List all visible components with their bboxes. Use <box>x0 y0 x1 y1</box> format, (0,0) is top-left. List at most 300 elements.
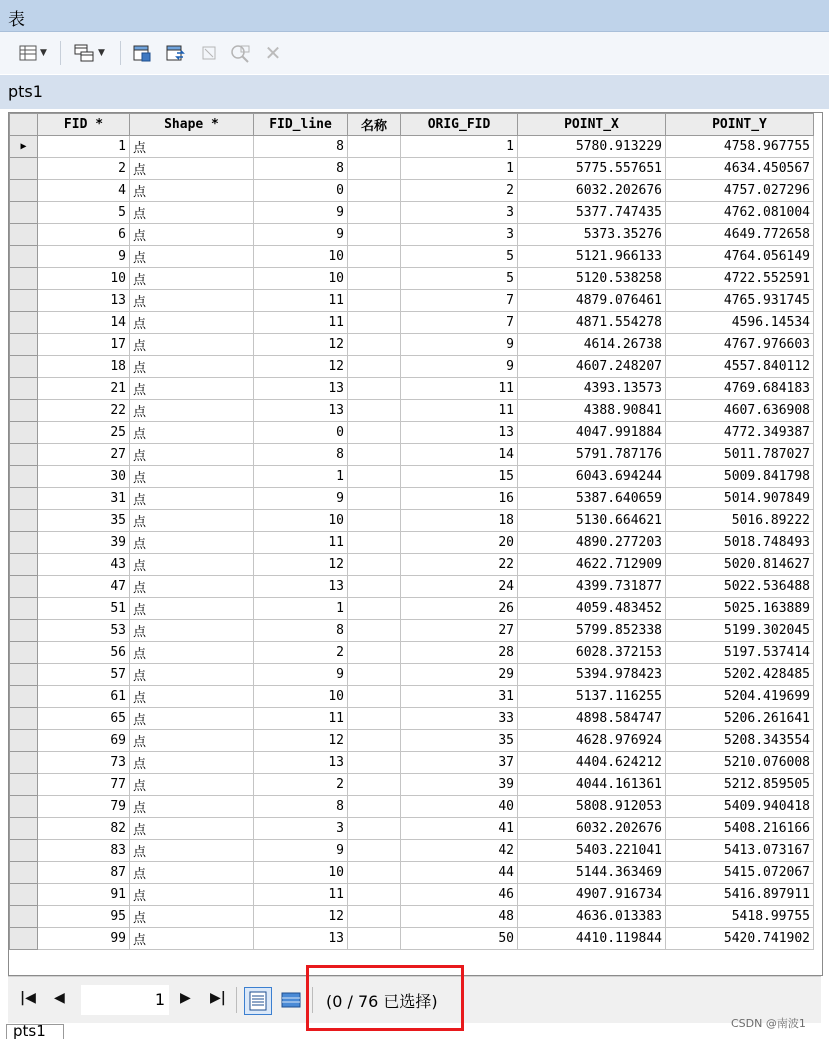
delete-selected-button[interactable] <box>262 41 284 65</box>
cell-orig-fid[interactable]: 14 <box>401 444 518 466</box>
row-selector[interactable] <box>10 158 38 180</box>
cell-name[interactable] <box>348 466 401 488</box>
cell-name[interactable] <box>348 906 401 928</box>
cell-fid[interactable]: 18 <box>38 356 130 378</box>
row-selector[interactable] <box>10 664 38 686</box>
column-header-fid-line[interactable]: FID_line <box>254 114 348 136</box>
cell-point-x[interactable]: 6028.372153 <box>518 642 666 664</box>
cell-fid[interactable]: 13 <box>38 290 130 312</box>
related-tables-button[interactable] <box>68 41 110 65</box>
cell-point-x[interactable]: 4871.554278 <box>518 312 666 334</box>
cell-fid-line[interactable]: 9 <box>254 840 348 862</box>
cell-orig-fid[interactable]: 3 <box>401 202 518 224</box>
cell-point-y[interactable]: 5206.261641 <box>666 708 814 730</box>
cell-fid-line[interactable]: 13 <box>254 400 348 422</box>
cell-point-y[interactable]: 5420.741902 <box>666 928 814 950</box>
cell-fid-line[interactable]: 11 <box>254 532 348 554</box>
cell-fid[interactable]: 21 <box>38 378 130 400</box>
table-row[interactable] <box>10 576 814 598</box>
cell-fid-line[interactable]: 13 <box>254 752 348 774</box>
cell-fid-line[interactable]: 10 <box>254 686 348 708</box>
cell-shape[interactable]: 点 <box>130 796 254 818</box>
table-options-button[interactable] <box>14 41 52 65</box>
cell-point-y[interactable]: 4772.349387 <box>666 422 814 444</box>
cell-shape[interactable]: 点 <box>130 708 254 730</box>
cell-point-x[interactable]: 5387.640659 <box>518 488 666 510</box>
bottom-layer-tab[interactable] <box>6 1024 64 1039</box>
cell-orig-fid[interactable]: 44 <box>401 862 518 884</box>
table-row[interactable] <box>10 774 814 796</box>
cell-name[interactable] <box>348 642 401 664</box>
cell-fid-line[interactable]: 11 <box>254 884 348 906</box>
cell-point-x[interactable]: 4607.248207 <box>518 356 666 378</box>
cell-orig-fid[interactable]: 3 <box>401 224 518 246</box>
row-selector[interactable] <box>10 884 38 906</box>
cell-point-y[interactable]: 5415.072067 <box>666 862 814 884</box>
cell-point-x[interactable]: 4907.916734 <box>518 884 666 906</box>
cell-name[interactable] <box>348 136 401 158</box>
cell-fid-line[interactable]: 9 <box>254 202 348 224</box>
cell-fid[interactable]: 79 <box>38 796 130 818</box>
cell-point-y[interactable]: 5210.076008 <box>666 752 814 774</box>
cell-fid-line[interactable]: 13 <box>254 576 348 598</box>
cell-fid-line[interactable]: 11 <box>254 708 348 730</box>
table-row[interactable] <box>10 818 814 840</box>
row-selector[interactable] <box>10 268 38 290</box>
row-selector[interactable] <box>10 444 38 466</box>
cell-orig-fid[interactable]: 50 <box>401 928 518 950</box>
cell-name[interactable] <box>348 620 401 642</box>
cell-point-x[interactable]: 4410.119844 <box>518 928 666 950</box>
cell-shape[interactable]: 点 <box>130 444 254 466</box>
cell-fid[interactable]: 14 <box>38 312 130 334</box>
cell-point-y[interactable]: 4722.552591 <box>666 268 814 290</box>
cell-orig-fid[interactable]: 40 <box>401 796 518 818</box>
cell-fid[interactable]: 9 <box>38 246 130 268</box>
row-selector[interactable] <box>10 510 38 532</box>
cell-fid[interactable]: 77 <box>38 774 130 796</box>
cell-name[interactable] <box>348 752 401 774</box>
cell-orig-fid[interactable]: 28 <box>401 642 518 664</box>
cell-name[interactable] <box>348 532 401 554</box>
cell-shape[interactable]: 点 <box>130 422 254 444</box>
cell-point-y[interactable]: 5199.302045 <box>666 620 814 642</box>
row-selector[interactable] <box>10 818 38 840</box>
cell-name[interactable] <box>348 840 401 862</box>
row-selector[interactable] <box>10 224 38 246</box>
cell-fid[interactable]: 51 <box>38 598 130 620</box>
cell-orig-fid[interactable]: 39 <box>401 774 518 796</box>
cell-point-x[interactable]: 5377.747435 <box>518 202 666 224</box>
cell-fid[interactable]: 27 <box>38 444 130 466</box>
table-row[interactable] <box>10 268 814 290</box>
table-row[interactable] <box>10 224 814 246</box>
cell-shape[interactable]: 点 <box>130 290 254 312</box>
cell-shape[interactable]: 点 <box>130 334 254 356</box>
cell-fid-line[interactable]: 8 <box>254 158 348 180</box>
cell-orig-fid[interactable]: 11 <box>401 400 518 422</box>
cell-shape[interactable]: 点 <box>130 906 254 928</box>
cell-fid[interactable]: 5 <box>38 202 130 224</box>
cell-point-y[interactable]: 5409.940418 <box>666 796 814 818</box>
table-row[interactable] <box>10 862 814 884</box>
cell-point-x[interactable]: 4059.483452 <box>518 598 666 620</box>
row-selector[interactable] <box>10 928 38 950</box>
cell-orig-fid[interactable]: 41 <box>401 818 518 840</box>
cell-point-x[interactable]: 4399.731877 <box>518 576 666 598</box>
cell-fid-line[interactable]: 12 <box>254 356 348 378</box>
table-row[interactable] <box>10 290 814 312</box>
cell-fid[interactable]: 30 <box>38 466 130 488</box>
cell-fid-line[interactable]: 8 <box>254 136 348 158</box>
row-selector-header[interactable] <box>10 114 38 136</box>
cell-fid[interactable]: 91 <box>38 884 130 906</box>
row-selector[interactable] <box>10 752 38 774</box>
cell-point-x[interactable]: 4622.712909 <box>518 554 666 576</box>
cell-name[interactable] <box>348 774 401 796</box>
cell-fid-line[interactable]: 9 <box>254 488 348 510</box>
cell-shape[interactable]: 点 <box>130 884 254 906</box>
row-selector[interactable] <box>10 202 38 224</box>
next-record-button[interactable] <box>180 990 191 1006</box>
cell-fid[interactable]: 65 <box>38 708 130 730</box>
cell-shape[interactable]: 点 <box>130 664 254 686</box>
table-row[interactable] <box>10 400 814 422</box>
cell-shape[interactable]: 点 <box>130 774 254 796</box>
cell-name[interactable] <box>348 664 401 686</box>
cell-point-y[interactable]: 5197.537414 <box>666 642 814 664</box>
cell-point-x[interactable]: 4890.277203 <box>518 532 666 554</box>
table-row[interactable] <box>10 906 814 928</box>
cell-point-y[interactable]: 5025.163889 <box>666 598 814 620</box>
table-row[interactable] <box>10 378 814 400</box>
cell-fid-line[interactable]: 0 <box>254 422 348 444</box>
cell-shape[interactable]: 点 <box>130 576 254 598</box>
cell-orig-fid[interactable]: 7 <box>401 312 518 334</box>
cell-fid[interactable]: 10 <box>38 268 130 290</box>
cell-point-y[interactable]: 4557.840112 <box>666 356 814 378</box>
cell-shape[interactable]: 点 <box>130 532 254 554</box>
cell-orig-fid[interactable]: 42 <box>401 840 518 862</box>
cell-orig-fid[interactable]: 29 <box>401 664 518 686</box>
cell-point-x[interactable]: 4393.13573 <box>518 378 666 400</box>
table-row[interactable] <box>10 202 814 224</box>
cell-point-x[interactable]: 6032.202676 <box>518 180 666 202</box>
cell-point-y[interactable]: 5208.343554 <box>666 730 814 752</box>
cell-fid-line[interactable]: 9 <box>254 224 348 246</box>
cell-fid-line[interactable]: 12 <box>254 334 348 356</box>
show-selected-records-button[interactable] <box>278 987 304 1013</box>
cell-fid-line[interactable]: 12 <box>254 730 348 752</box>
cell-fid-line[interactable]: 11 <box>254 290 348 312</box>
cell-point-y[interactable]: 5011.787027 <box>666 444 814 466</box>
cell-orig-fid[interactable]: 9 <box>401 356 518 378</box>
cell-shape[interactable]: 点 <box>130 840 254 862</box>
cell-point-y[interactable]: 5204.419699 <box>666 686 814 708</box>
table-row[interactable] <box>10 444 814 466</box>
cell-point-x[interactable]: 5137.116255 <box>518 686 666 708</box>
table-row[interactable] <box>10 620 814 642</box>
cell-point-x[interactable]: 6043.694244 <box>518 466 666 488</box>
table-row[interactable] <box>10 158 814 180</box>
cell-fid-line[interactable]: 10 <box>254 510 348 532</box>
cell-point-x[interactable]: 5130.664621 <box>518 510 666 532</box>
cell-fid[interactable]: 4 <box>38 180 130 202</box>
table-row[interactable] <box>10 686 814 708</box>
cell-fid[interactable]: 57 <box>38 664 130 686</box>
cell-point-y[interactable]: 5016.89222 <box>666 510 814 532</box>
attribute-table-grid[interactable] <box>8 112 823 976</box>
cell-shape[interactable]: 点 <box>130 620 254 642</box>
cell-point-x[interactable]: 5120.538258 <box>518 268 666 290</box>
cell-shape[interactable]: 点 <box>130 202 254 224</box>
table-row[interactable] <box>10 840 814 862</box>
cell-orig-fid[interactable]: 1 <box>401 136 518 158</box>
cell-fid-line[interactable]: 0 <box>254 180 348 202</box>
cell-point-y[interactable]: 4607.636908 <box>666 400 814 422</box>
cell-point-y[interactable]: 4767.976603 <box>666 334 814 356</box>
table-row[interactable] <box>10 356 814 378</box>
cell-fid-line[interactable]: 3 <box>254 818 348 840</box>
cell-fid[interactable]: 99 <box>38 928 130 950</box>
cell-name[interactable] <box>348 510 401 532</box>
cell-point-y[interactable]: 4757.027296 <box>666 180 814 202</box>
cell-shape[interactable]: 点 <box>130 246 254 268</box>
cell-fid[interactable]: 73 <box>38 752 130 774</box>
cell-fid[interactable]: 69 <box>38 730 130 752</box>
cell-fid-line[interactable]: 8 <box>254 444 348 466</box>
cell-orig-fid[interactable]: 31 <box>401 686 518 708</box>
cell-fid-line[interactable]: 10 <box>254 862 348 884</box>
table-row[interactable] <box>10 136 814 158</box>
row-selector[interactable] <box>10 840 38 862</box>
cell-point-x[interactable]: 4628.976924 <box>518 730 666 752</box>
cell-fid-line[interactable]: 1 <box>254 466 348 488</box>
table-row[interactable] <box>10 466 814 488</box>
cell-fid-line[interactable]: 9 <box>254 664 348 686</box>
cell-name[interactable] <box>348 708 401 730</box>
cell-point-x[interactable]: 5121.966133 <box>518 246 666 268</box>
cell-point-x[interactable]: 4879.076461 <box>518 290 666 312</box>
cell-fid-line[interactable]: 13 <box>254 378 348 400</box>
cell-point-x[interactable]: 5144.363469 <box>518 862 666 884</box>
table-row[interactable] <box>10 312 814 334</box>
select-by-attributes-button[interactable] <box>128 41 156 65</box>
cell-point-x[interactable]: 4044.161361 <box>518 774 666 796</box>
cell-point-y[interactable]: 5202.428485 <box>666 664 814 686</box>
cell-name[interactable] <box>348 488 401 510</box>
first-record-button[interactable] <box>20 990 36 1006</box>
cell-orig-fid[interactable]: 24 <box>401 576 518 598</box>
layer-tab-label[interactable]: pts1 <box>8 82 43 101</box>
cell-name[interactable] <box>348 818 401 840</box>
table-row[interactable] <box>10 664 814 686</box>
cell-shape[interactable]: 点 <box>130 818 254 840</box>
cell-fid[interactable]: 22 <box>38 400 130 422</box>
cell-fid-line[interactable]: 11 <box>254 312 348 334</box>
cell-point-x[interactable]: 4614.26738 <box>518 334 666 356</box>
table-row[interactable] <box>10 510 814 532</box>
cell-fid[interactable]: 56 <box>38 642 130 664</box>
zoom-to-selected-button[interactable] <box>226 41 254 65</box>
cell-fid-line[interactable]: 8 <box>254 796 348 818</box>
previous-record-button[interactable] <box>54 990 65 1006</box>
row-selector[interactable] <box>10 290 38 312</box>
cell-fid[interactable]: 39 <box>38 532 130 554</box>
cell-fid[interactable]: 82 <box>38 818 130 840</box>
cell-point-x[interactable]: 5808.912053 <box>518 796 666 818</box>
column-header-shape[interactable]: Shape * <box>130 114 254 136</box>
row-selector[interactable] <box>10 312 38 334</box>
cell-point-y[interactable]: 5014.907849 <box>666 488 814 510</box>
cell-orig-fid[interactable]: 22 <box>401 554 518 576</box>
cell-orig-fid[interactable]: 1 <box>401 158 518 180</box>
cell-fid[interactable]: 31 <box>38 488 130 510</box>
cell-shape[interactable]: 点 <box>130 466 254 488</box>
column-header-point-y[interactable]: POINT_Y <box>666 114 814 136</box>
row-selector[interactable] <box>10 774 38 796</box>
cell-fid[interactable]: 61 <box>38 686 130 708</box>
cell-name[interactable] <box>348 444 401 466</box>
cell-fid[interactable]: 47 <box>38 576 130 598</box>
cell-name[interactable] <box>348 334 401 356</box>
cell-fid-line[interactable]: 1 <box>254 598 348 620</box>
cell-fid[interactable]: 35 <box>38 510 130 532</box>
cell-point-y[interactable]: 4764.056149 <box>666 246 814 268</box>
cell-shape[interactable]: 点 <box>130 642 254 664</box>
cell-point-x[interactable]: 5373.35276 <box>518 224 666 246</box>
row-selector[interactable] <box>10 246 38 268</box>
cell-name[interactable] <box>348 290 401 312</box>
cell-fid-line[interactable]: 2 <box>254 642 348 664</box>
cell-point-y[interactable]: 4634.450567 <box>666 158 814 180</box>
cell-name[interactable] <box>348 554 401 576</box>
cell-name[interactable] <box>348 268 401 290</box>
cell-orig-fid[interactable]: 46 <box>401 884 518 906</box>
cell-point-x[interactable]: 4404.624212 <box>518 752 666 774</box>
cell-point-x[interactable]: 4636.013383 <box>518 906 666 928</box>
cell-fid[interactable]: 95 <box>38 906 130 928</box>
cell-fid-line[interactable]: 12 <box>254 554 348 576</box>
cell-point-y[interactable]: 4758.967755 <box>666 136 814 158</box>
cell-name[interactable] <box>348 378 401 400</box>
cell-name[interactable] <box>348 598 401 620</box>
cell-point-y[interactable]: 5009.841798 <box>666 466 814 488</box>
cell-shape[interactable]: 点 <box>130 136 254 158</box>
cell-name[interactable] <box>348 158 401 180</box>
table-row[interactable] <box>10 796 814 818</box>
clear-selection-button[interactable] <box>198 41 220 65</box>
cell-orig-fid[interactable]: 7 <box>401 290 518 312</box>
cell-name[interactable] <box>348 202 401 224</box>
cell-point-y[interactable]: 5413.073167 <box>666 840 814 862</box>
row-selector[interactable] <box>10 576 38 598</box>
row-selector[interactable] <box>10 554 38 576</box>
cell-fid-line[interactable]: 10 <box>254 268 348 290</box>
cell-name[interactable] <box>348 180 401 202</box>
column-header-fid[interactable]: FID * <box>38 114 130 136</box>
cell-fid[interactable]: 6 <box>38 224 130 246</box>
cell-fid[interactable]: 43 <box>38 554 130 576</box>
cell-shape[interactable]: 点 <box>130 554 254 576</box>
cell-name[interactable] <box>348 246 401 268</box>
cell-fid[interactable]: 83 <box>38 840 130 862</box>
cell-orig-fid[interactable]: 15 <box>401 466 518 488</box>
cell-orig-fid[interactable]: 26 <box>401 598 518 620</box>
cell-shape[interactable]: 点 <box>130 268 254 290</box>
cell-orig-fid[interactable]: 33 <box>401 708 518 730</box>
cell-shape[interactable]: 点 <box>130 862 254 884</box>
cell-point-y[interactable]: 5416.897911 <box>666 884 814 906</box>
table-row[interactable] <box>10 554 814 576</box>
table-row[interactable] <box>10 488 814 510</box>
row-selector[interactable] <box>10 906 38 928</box>
cell-point-y[interactable]: 4762.081004 <box>666 202 814 224</box>
cell-shape[interactable]: 点 <box>130 158 254 180</box>
cell-point-x[interactable]: 4047.991884 <box>518 422 666 444</box>
cell-shape[interactable]: 点 <box>130 686 254 708</box>
cell-orig-fid[interactable]: 27 <box>401 620 518 642</box>
cell-shape[interactable]: 点 <box>130 400 254 422</box>
cell-name[interactable] <box>348 224 401 246</box>
cell-name[interactable] <box>348 576 401 598</box>
cell-point-y[interactable]: 5418.99755 <box>666 906 814 928</box>
row-selector[interactable] <box>10 466 38 488</box>
cell-orig-fid[interactable]: 11 <box>401 378 518 400</box>
row-selector[interactable] <box>10 378 38 400</box>
row-selector[interactable] <box>10 422 38 444</box>
row-selector[interactable] <box>10 488 38 510</box>
row-selector[interactable] <box>10 598 38 620</box>
cell-shape[interactable]: 点 <box>130 928 254 950</box>
cell-point-y[interactable]: 5408.216166 <box>666 818 814 840</box>
cell-fid[interactable]: 17 <box>38 334 130 356</box>
cell-shape[interactable]: 点 <box>130 312 254 334</box>
cell-fid-line[interactable]: 2 <box>254 774 348 796</box>
cell-name[interactable] <box>348 356 401 378</box>
cell-name[interactable] <box>348 400 401 422</box>
cell-shape[interactable]: 点 <box>130 356 254 378</box>
cell-name[interactable] <box>348 796 401 818</box>
table-row[interactable] <box>10 180 814 202</box>
cell-fid[interactable]: 2 <box>38 158 130 180</box>
cell-shape[interactable]: 点 <box>130 598 254 620</box>
cell-point-y[interactable]: 5020.814627 <box>666 554 814 576</box>
cell-name[interactable] <box>348 928 401 950</box>
cell-fid-line[interactable]: 10 <box>254 246 348 268</box>
cell-fid[interactable]: 53 <box>38 620 130 642</box>
table-row[interactable] <box>10 884 814 906</box>
cell-name[interactable] <box>348 686 401 708</box>
cell-shape[interactable]: 点 <box>130 378 254 400</box>
cell-fid-line[interactable]: 8 <box>254 620 348 642</box>
show-all-records-button[interactable] <box>244 987 272 1015</box>
cell-shape[interactable]: 点 <box>130 224 254 246</box>
cell-orig-fid[interactable]: 5 <box>401 268 518 290</box>
row-selector[interactable] <box>10 136 38 158</box>
table-row[interactable] <box>10 730 814 752</box>
cell-point-x[interactable]: 4388.90841 <box>518 400 666 422</box>
column-header-name[interactable]: 名称 <box>348 114 401 136</box>
cell-shape[interactable]: 点 <box>130 510 254 532</box>
cell-point-y[interactable]: 5018.748493 <box>666 532 814 554</box>
row-selector[interactable] <box>10 708 38 730</box>
table-row[interactable] <box>10 334 814 356</box>
table-row[interactable] <box>10 422 814 444</box>
cell-name[interactable] <box>348 884 401 906</box>
cell-point-y[interactable]: 5212.859505 <box>666 774 814 796</box>
cell-point-x[interactable]: 5780.913229 <box>518 136 666 158</box>
